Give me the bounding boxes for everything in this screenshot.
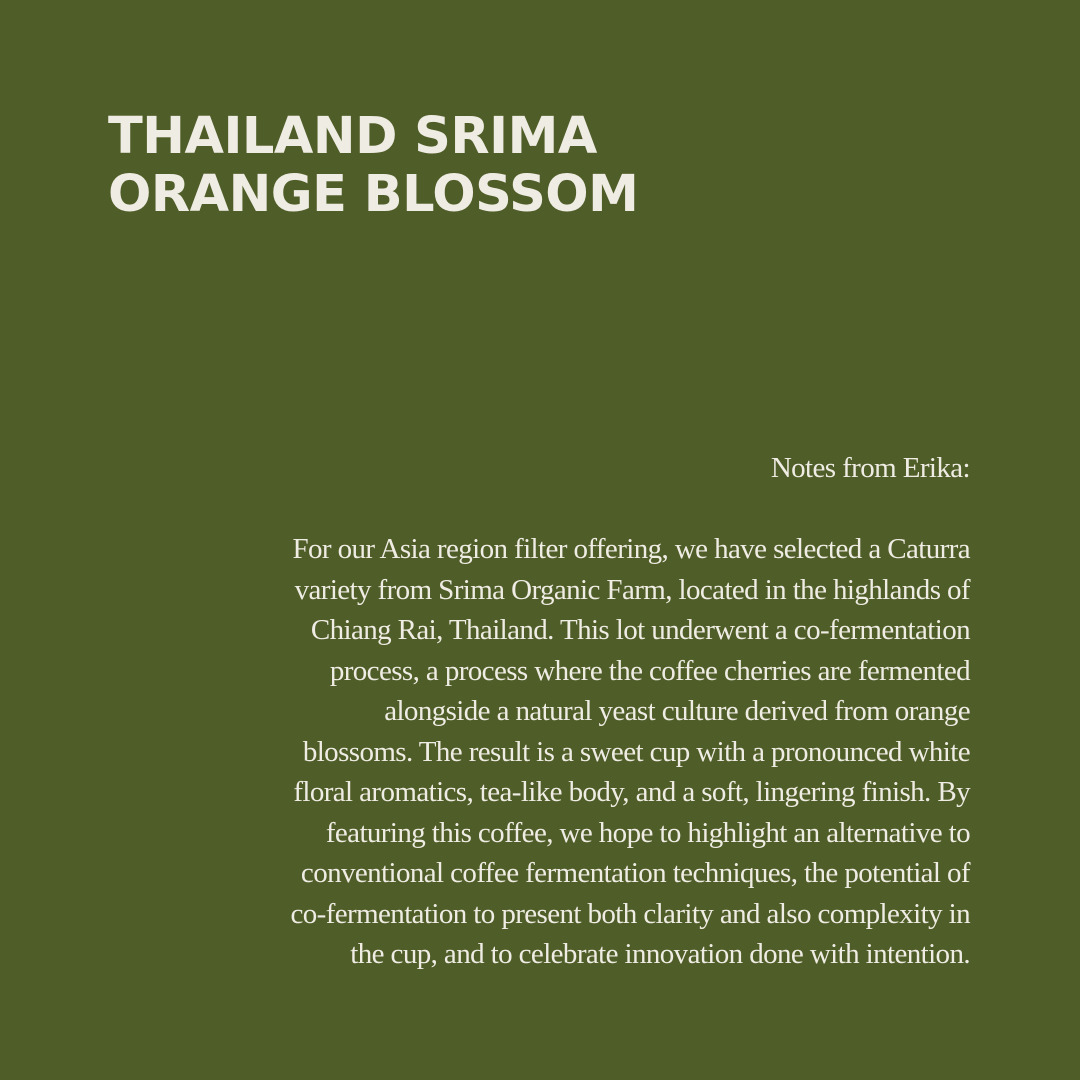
notes-body xyxy=(180,529,970,975)
notes-line: the cup, and to celebrate innovation done with intention. xyxy=(350,938,970,970)
coffee-title xyxy=(108,108,638,224)
notes-line: featuring this coffee, we hope to highlight an alternative to xyxy=(325,816,970,849)
tasting-notes xyxy=(180,448,970,975)
notes-line: conventional coffee fermentation techniques, the potential of xyxy=(300,857,970,889)
notes-line: variety from Srima Organic Farm, located in the highlands of xyxy=(294,573,970,606)
notes-line: For our Asia region filter offering, we have selected a Caturra xyxy=(292,533,970,565)
notes-line: alongside a natural yeast culture derived from orange xyxy=(384,695,970,727)
notes-line: blossoms. The result is a sweet cup with a pronounced white xyxy=(302,735,970,768)
notes-line: process, a process where the coffee cherries are fermented xyxy=(329,654,970,687)
notes-heading: Notes from Erika: xyxy=(770,452,970,484)
title-line: ORANGE BLOSSOM xyxy=(108,165,639,224)
title-line: THAILAND SRIMA xyxy=(108,107,597,166)
notes-line: co-fermentation to present both clarity and also complexity in xyxy=(290,897,970,930)
notes-line: floral aromatics, tea-like body, and a soft, lingering finish. By xyxy=(293,776,970,808)
notes-line: Chiang Rai, Thailand. This lot underwent a co-fermentation xyxy=(310,614,970,646)
